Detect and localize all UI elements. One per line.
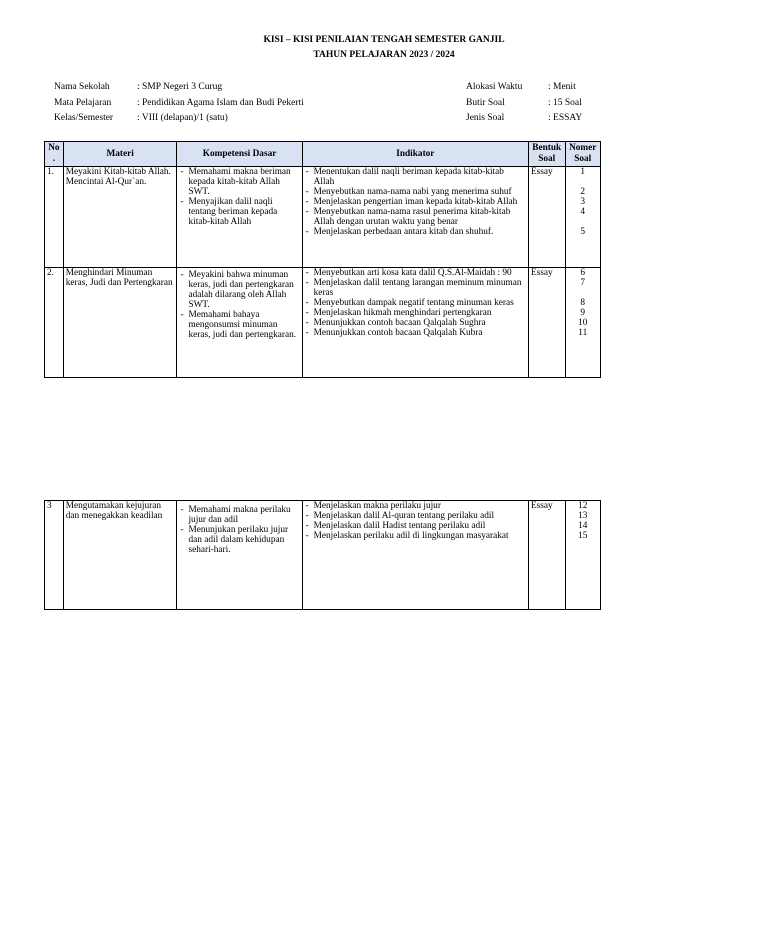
nomer-item: 13: [578, 511, 588, 521]
cell-kd: [177, 167, 302, 268]
cell-bentuk: Essay: [529, 167, 566, 268]
nomer-item: [568, 288, 599, 298]
table-header-row: [45, 142, 601, 167]
nomer-item: 11: [578, 328, 588, 338]
nomer-item: 4: [580, 207, 586, 217]
table-row: [45, 167, 601, 268]
info-label: Alokasi Waktu: [466, 82, 523, 92]
cell-nomer: [565, 167, 601, 268]
indikator-item: - Menyebutkan nama-nama rasul penerima kitab-kitab Allah dengan urutan waktu yang benar: [305, 207, 526, 227]
cell-indikator: [302, 501, 528, 610]
cell-materi: Meyakini Kitab-kitab Allah. Mencintai Al-Qur`an.: [63, 167, 177, 268]
nomer-item: [568, 177, 599, 187]
cell-bentuk: Essay: [529, 268, 566, 378]
kd-item: - Meyakini bahwa minuman keras, judi dan pertengkaran adalah dilarang oleh Allah SWT.: [179, 270, 299, 310]
nomer-item: [568, 217, 599, 227]
nomer-item: 1: [580, 167, 586, 177]
indikator-item: - Menjelaskan perbedaan antara kitab dan shuhuf.: [305, 227, 526, 237]
cell-no: 2.: [45, 268, 64, 378]
info-value: : 15 Soal: [548, 97, 582, 108]
info-value: : SMP Negeri 3 Curug: [137, 82, 223, 92]
indikator-item: - Menjelaskan perilaku adil di lingkungan masyarakat: [305, 531, 526, 541]
cell-kd: [177, 268, 302, 378]
indikator-item: - Menyebutkan dampak negatif tentang minuman keras: [305, 298, 526, 308]
indikator-item: - Menyebutkan arti kosa kata dalil Q.S.Al-Maidah : 90: [305, 268, 526, 278]
header-nomer-soal: Nomer Soal: [565, 142, 601, 167]
kd-item: - Menunjukan perilaku jujur dan adil dalam kehidupan sehari-hari.: [179, 525, 299, 555]
nomer-item: 6: [580, 268, 586, 278]
info-label: Jenis Soal: [466, 113, 505, 123]
cell-indikator: [302, 167, 528, 268]
school-info: [54, 80, 304, 127]
indikator-item: - Menjelaskan dalil Al-quran tentang perilaku adil: [305, 511, 526, 521]
nomer-item: 15: [578, 531, 588, 541]
nomer-item: 5: [580, 227, 586, 237]
cell-kd: [177, 501, 302, 610]
table-row: [45, 268, 601, 378]
document-title: KISI – KISI PENILAIAN TENGAH SEMESTER GANJIL: [263, 35, 505, 45]
indikator-item: - Menjelaskan dalil tentang larangan meminum minuman keras: [305, 278, 526, 298]
kd-item: - Menyajikan dalil naqli tentang beriman kepada kitab-kitab Allah: [179, 197, 299, 227]
nomer-item: 2: [580, 187, 586, 197]
info-label: Butir Soal: [466, 97, 505, 108]
info-label: Mata Pelajaran: [54, 97, 112, 108]
table-row: [45, 501, 601, 610]
kd-item: - Memahami makna perilaku jujur dan adil: [179, 505, 299, 525]
header-bentuk-soal: Bentuk Soal: [529, 142, 566, 167]
kd-item: - Memahami bahaya mengonsumsi minuman keras, judi dan pertengkaran.: [179, 310, 299, 340]
cell-no: 3: [45, 501, 64, 610]
indikator-item: - Menjelaskan pengertian iman kepada kitab-kitab Allah: [305, 197, 526, 207]
cell-materi: Mengutamakan kejujuran dan menegakkan keadilan: [63, 501, 177, 610]
kd-item: - Memahami makna beriman kepada kitab-kitab Allah SWT.: [179, 167, 299, 197]
indikator-item: - Menyebutkan nama-nama nabi yang menerima suhuf: [305, 187, 526, 197]
cell-indikator: [302, 268, 528, 378]
header-materi: Materi: [63, 142, 177, 167]
indikator-item: - Menjelaskan dalil Hadist tentang perilaku adil: [305, 521, 526, 531]
header-no: No .: [45, 142, 64, 167]
indikator-item: - Menentukan dalil naqli beriman kepada kitab-kitab Allah: [305, 167, 526, 187]
indikator-item: - Menunjukkan contoh bacaan Qalqalah Sughra: [305, 318, 526, 328]
info-label: Kelas/Semester: [54, 113, 114, 123]
nomer-item: 8: [580, 298, 586, 308]
cell-materi: Menghindari Minuman keras, Judi dan Pertengkaran: [63, 268, 177, 378]
kisi-table-continued: [44, 500, 601, 610]
nomer-item: 7: [580, 278, 586, 288]
info-label: Nama Sekolah: [54, 82, 110, 92]
cell-nomer: [565, 268, 601, 378]
info-value: : ESSAY: [548, 113, 583, 123]
cell-nomer: [565, 501, 601, 610]
nomer-item: 14: [578, 521, 588, 531]
indikator-item: - Menjelaskan makna perilaku jujur: [305, 501, 526, 511]
document-subtitle: TAHUN PELAJARAN 2023 / 2024: [313, 50, 455, 60]
nomer-item: 9: [580, 308, 586, 318]
info-value: : Menit: [548, 82, 576, 92]
nomer-item: 12: [578, 501, 588, 511]
nomer-item: 10: [578, 318, 588, 328]
cell-no: 1.: [45, 167, 64, 268]
info-value: : VIII (delapan)/1 (satu): [137, 113, 228, 123]
indikator-item: - Menjelaskan hikmah menghindari pertengkaran: [305, 308, 526, 318]
cell-bentuk: Essay: [529, 501, 566, 610]
kisi-table: [44, 141, 601, 378]
header-kompetensi-dasar: Kompetensi Dasar: [177, 142, 302, 167]
nomer-item: 3: [580, 197, 586, 207]
indikator-item: - Menunjukkan contoh bacaan Qalqalah Kubra: [305, 328, 526, 338]
info-value: : Pendidikan Agama Islam dan Budi Pekerti: [137, 97, 304, 108]
exam-info: [466, 80, 582, 127]
header-indikator: Indikator: [302, 142, 528, 167]
